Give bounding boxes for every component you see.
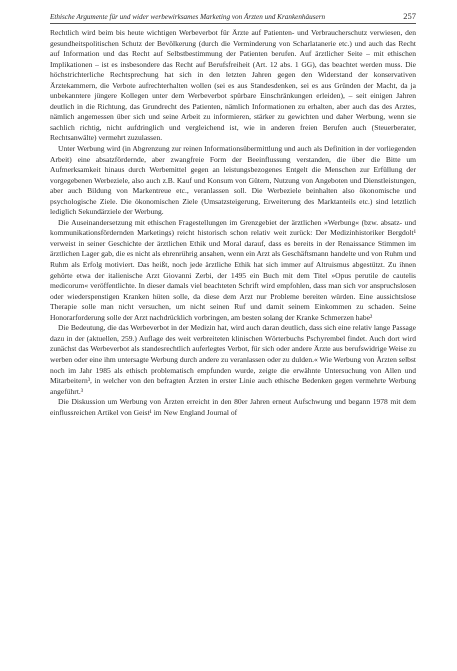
page-number: 257 xyxy=(403,11,416,21)
paragraph: Rechtlich wird beim bis heute wichtigen Werbeverbot für Ärzte auf Patienten- und Verbraucherschutz verwiesen, den gesundheitspolitischen Schutz der Bevölkerung (durch die Verminderung von Scharlatanerie etc.) und auch das Recht auf Information und das Recht auf Selbstbestimmung der Patienten berufen. Auf ärztlicher Seite – mit ethischen Implikationen – ist es insbesondere das Recht auf Berufsfreiheit (Art. 12 abs. 1 GG), das beachtet werden muss. Die höchstrichterliche Rechtsprechung hat sich in den letzten Jahren gegen den Widerstand der konservativen Ärztekammern, die Verbote aufrechterhalten wollen (sei es aus Standesdenken, sei es aus Gründen der Macht, da ja unbekanntere jüngere Kollegen unter dem Werbeverbot spürbare Einschränkungen erleiden), – seit einigen Jahren deutlich in die Richtung, das Grundrecht des Patienten, nämlich Informationen zu erhalten, aber auch das des Arztes, nämlich angemessen über sich und seine Arbeit zu informieren, stärker zu gewichten und daher Werbung, wenn sie sachlich richtig, nicht aufdringlich und vergleichend ist, wie in anderen freien Berufen auch (Steuerberater, Rechtsanwälte) vermehrt zuzulassen. xyxy=(50,28,416,143)
body-text xyxy=(50,28,416,418)
paragraph: Die Diskussion um Werbung von Ärzten erreicht in den 80er Jahren erneut Aufschwung und begann 1978 mit dem einflussreichen Artikel von Geist¹ im New England Journal of xyxy=(50,397,416,417)
running-header xyxy=(50,12,416,24)
paragraph: Unter Werbung wird (in Abgrenzung zur reinen Informationsübermittlung und auch als Definition in der vorliegenden Arbeit) eine absatzfördernde, aber zwangfreie Form der Beeinflussung verstanden, die über die Bitte um Aufmerksamkeit hinaus durch Werbemittel gegen an leistungsbezogenes Entgelt die Menschen zur Erfüllung der vorgegebenen Werbeziele, also auch z.B. Kauf und Konsum von Gütern, Nutzung von Angeboten und Dienstleistungen, aber auch Bildung von Markentreue etc., veranlassen soll. Die Werbeziele beinhalten also ökonomische und psychologische Ziele. Die ökonomischen Ziele (Umsatzsteigerung, Erweiterung des Marktanteils etc.) sind letztlich lediglich Sekundärziele der Werbung. xyxy=(50,144,416,217)
running-header-title: Ethische Argumente für und wider werbewirksames Marketing von Ärzten und Krankenhäusern xyxy=(50,13,326,21)
paragraph: Die Auseinandersetzung mit ethischen Fragestellungen im Grenzgebiet der ärztlichen »Werbung« (bzw. absatz- und kommunikationsfördernden Marketings) reicht historisch schon relativ weit zurück: Der Medizinhistoriker Bergdolt¹ verweist in seiner Geschichte der ärztlichen Ethik und Moral darauf, dass es bereits in der Renaissance Stimmen im ärztlichen Lager gab, die es nicht als ehrenrührig ansahen, wenn ein Arzt als Geschäftsmann handelte und von Ruhm und Ruhm als Erfolg motiviert. Das heißt, noch jede ärztliche Ethik hat sich immer auf Altruismus abgestützt. Zu ihnen gehörte etwa der italienische Arzt Giovanni Zerbi, der 1495 ein Buch mit dem Titel »Opus perutile de cautelis medicorum« veröffentlichte. In dieser damals viel beachteten Schrift wird empfohlen, dass man sich vor anspruchslosen oder wiederspenstigen Kranken hüten solle, da diese dem Arzt nur Probleme bereiten würden. Eine aussichtslose Therapie solle man nicht versuchen, um nicht seinen Ruf und damit seinem Einkommen zu schaden. Seine Honorarforderung solle der Arzt nachdrücklich vorbringen, am besten solang der Kranke Schmerzen habe² xyxy=(50,217,416,322)
paragraph: Die Bedeutung, die das Werbeverbot in der Medizin hat, wird auch daran deutlich, dass sich eine relativ lange Passage dazu in der (aktuellen, 259.) Auflage des weit verbreiteten klinischen Wörterbuchs Pschyrembel findet. Auch dort wird zunächst das Werbeverbot als standesrechtlich auferlegtes Verbot, für sich oder andere Ärzte aus berufswidrige Weise zu werben oder eine ihm untersagte Werbung durch andere zu veranlassen oder zu dulden.« Wie Werbung von Ärzten selbst noch im Jahr 1985 als ethisch problematisch empfunden wurde, zeigte die erwähnte Untersuchung von Allen und Mitarbeitern³, in welcher von den befragten Ärzten in erster Linie auch ethische Bedenken gegen vermehrte Werbung angeführt.³ xyxy=(50,323,416,396)
